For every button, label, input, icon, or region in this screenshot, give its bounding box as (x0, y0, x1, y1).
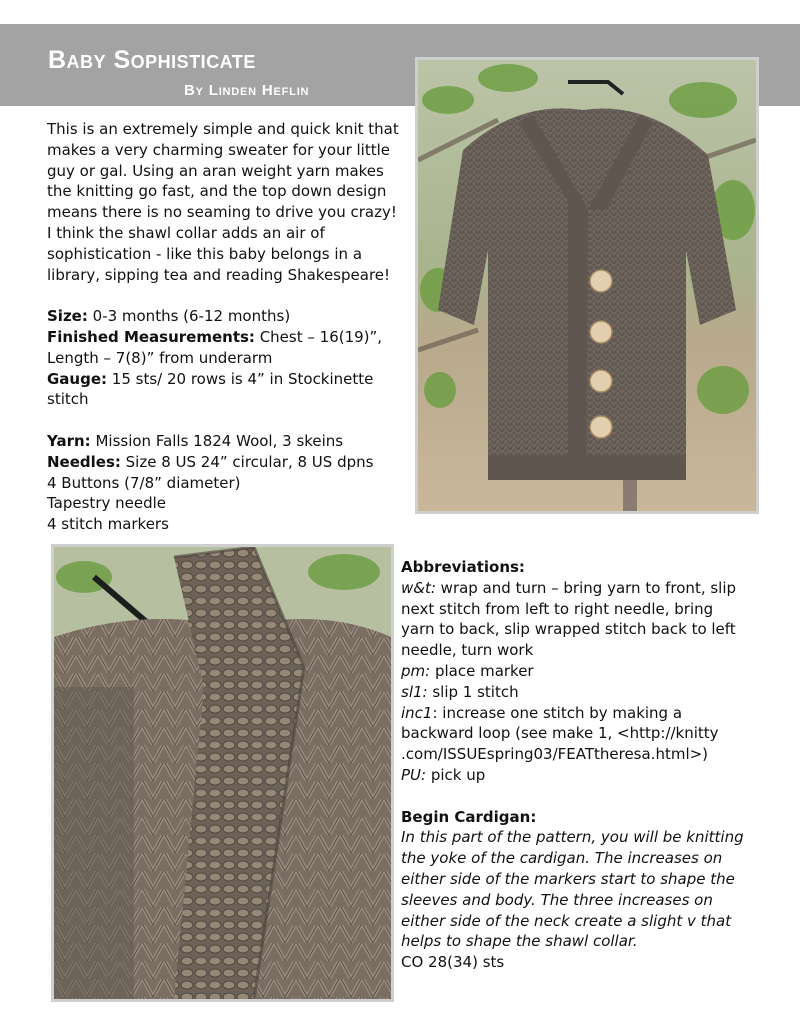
abbrev-pu: PU: pick up (401, 765, 486, 784)
intro-line: sophistication - like this baby belongs in a (47, 244, 363, 263)
author-byline: By Linden Heflin (184, 82, 310, 99)
needles-spec (47, 452, 407, 473)
intro-line: This is an extremely simple and quick knit that (47, 120, 399, 138)
intro-line: I think the shawl collar adds an air of (47, 223, 325, 242)
needles-value: Size 8 US 24” circular, 8 US dpns (120, 452, 374, 471)
stitch-markers-item: 4 stitch markers (47, 515, 169, 534)
abbreviations-heading: Abbreviations: (401, 558, 525, 576)
intro-line: library, sipping tea and reading Shakespeare! (47, 265, 391, 284)
abbrev-wt: w&t: wrap and turn – bring yarn to front, slip (401, 578, 737, 597)
gauge-value: 15 sts/ 20 rows is 4” in Stockinette (107, 369, 374, 388)
cast-on-instruction: CO 28(34) sts (401, 953, 505, 972)
abbrev-inc1-line: .com/ISSUEspring03/FEATtheresa.html>) (401, 745, 709, 764)
collar-closeup-image (54, 547, 391, 999)
size-spec (47, 306, 407, 327)
cardigan-photo-image (418, 60, 756, 511)
measurements-length: Length – 7(8)” from underarm (47, 348, 273, 367)
intro-line: the knitting go fast, and the top down design (47, 182, 387, 201)
abbrev-wt-line: yarn to back, slip wrapped stitch back to left (401, 620, 736, 639)
cardigan-photo (415, 57, 759, 514)
cardigan-note: sleeves and body. The three increases on (401, 890, 713, 909)
abbrev-sl1: sl1: slip 1 stitch (401, 682, 519, 701)
page-title: Baby Sophisticate (48, 46, 256, 74)
size-label: Size: (47, 307, 88, 326)
abbrev-term: PU: (401, 765, 427, 784)
abbrev-wt-line: next stitch from left to right needle, bring (401, 599, 714, 618)
buttons-item: 4 Buttons (7/8” diameter) (47, 473, 241, 492)
cardigan-note: either side of the neck create a slight v that (401, 911, 732, 930)
abbrev-term: sl1: (401, 682, 428, 701)
abbrev-wt-line: needle, turn work (401, 641, 534, 660)
right-column (401, 557, 796, 973)
tapestry-needle-item: Tapestry needle (47, 494, 167, 513)
abbrev-pm: pm: place marker (401, 661, 534, 680)
abbrev-term: w&t: (401, 578, 436, 597)
cardigan-note: helps to shape the shawl collar. (401, 932, 638, 951)
abbrev-term: inc1 (401, 703, 433, 722)
measurements-value: Chest – 16(19)”, (254, 327, 383, 346)
yarn-label: Yarn: (47, 431, 91, 450)
intro-line: makes a very charming sweater for your little (47, 140, 391, 159)
cardigan-note: the yoke of the cardigan. The increases on (401, 849, 723, 868)
cardigan-heading: Begin Cardigan: (401, 807, 537, 826)
abbrev-inc1: inc1: increase one stitch by making a (401, 703, 683, 722)
abbrev-inc1-line: backward loop (see make 1, <http://knitty (401, 724, 719, 743)
collar-closeup-photo (51, 544, 394, 1002)
left-column (47, 119, 407, 535)
abbrev-term: pm: (401, 661, 431, 680)
cardigan-note: either side of the markers start to shape the (401, 869, 735, 888)
gauge-label: Gauge: (47, 369, 108, 388)
measurements-spec (47, 327, 407, 348)
size-value: 0-3 months (6-12 months) (87, 307, 291, 326)
intro-line: means there is no seaming to drive you crazy! (47, 203, 397, 222)
intro-line: guy or gal. Using an aran weight yarn makes (47, 161, 384, 180)
yarn-value: Mission Falls 1824 Wool, 3 skeins (90, 431, 344, 450)
yarn-spec (47, 431, 407, 452)
measurements-label: Finished Measurements: (47, 327, 255, 346)
gauge-spec (47, 369, 407, 390)
needles-label: Needles: (47, 452, 121, 471)
cardigan-note: In this part of the pattern, you will be knitting (401, 828, 744, 847)
gauge-continued: stitch (47, 390, 89, 409)
